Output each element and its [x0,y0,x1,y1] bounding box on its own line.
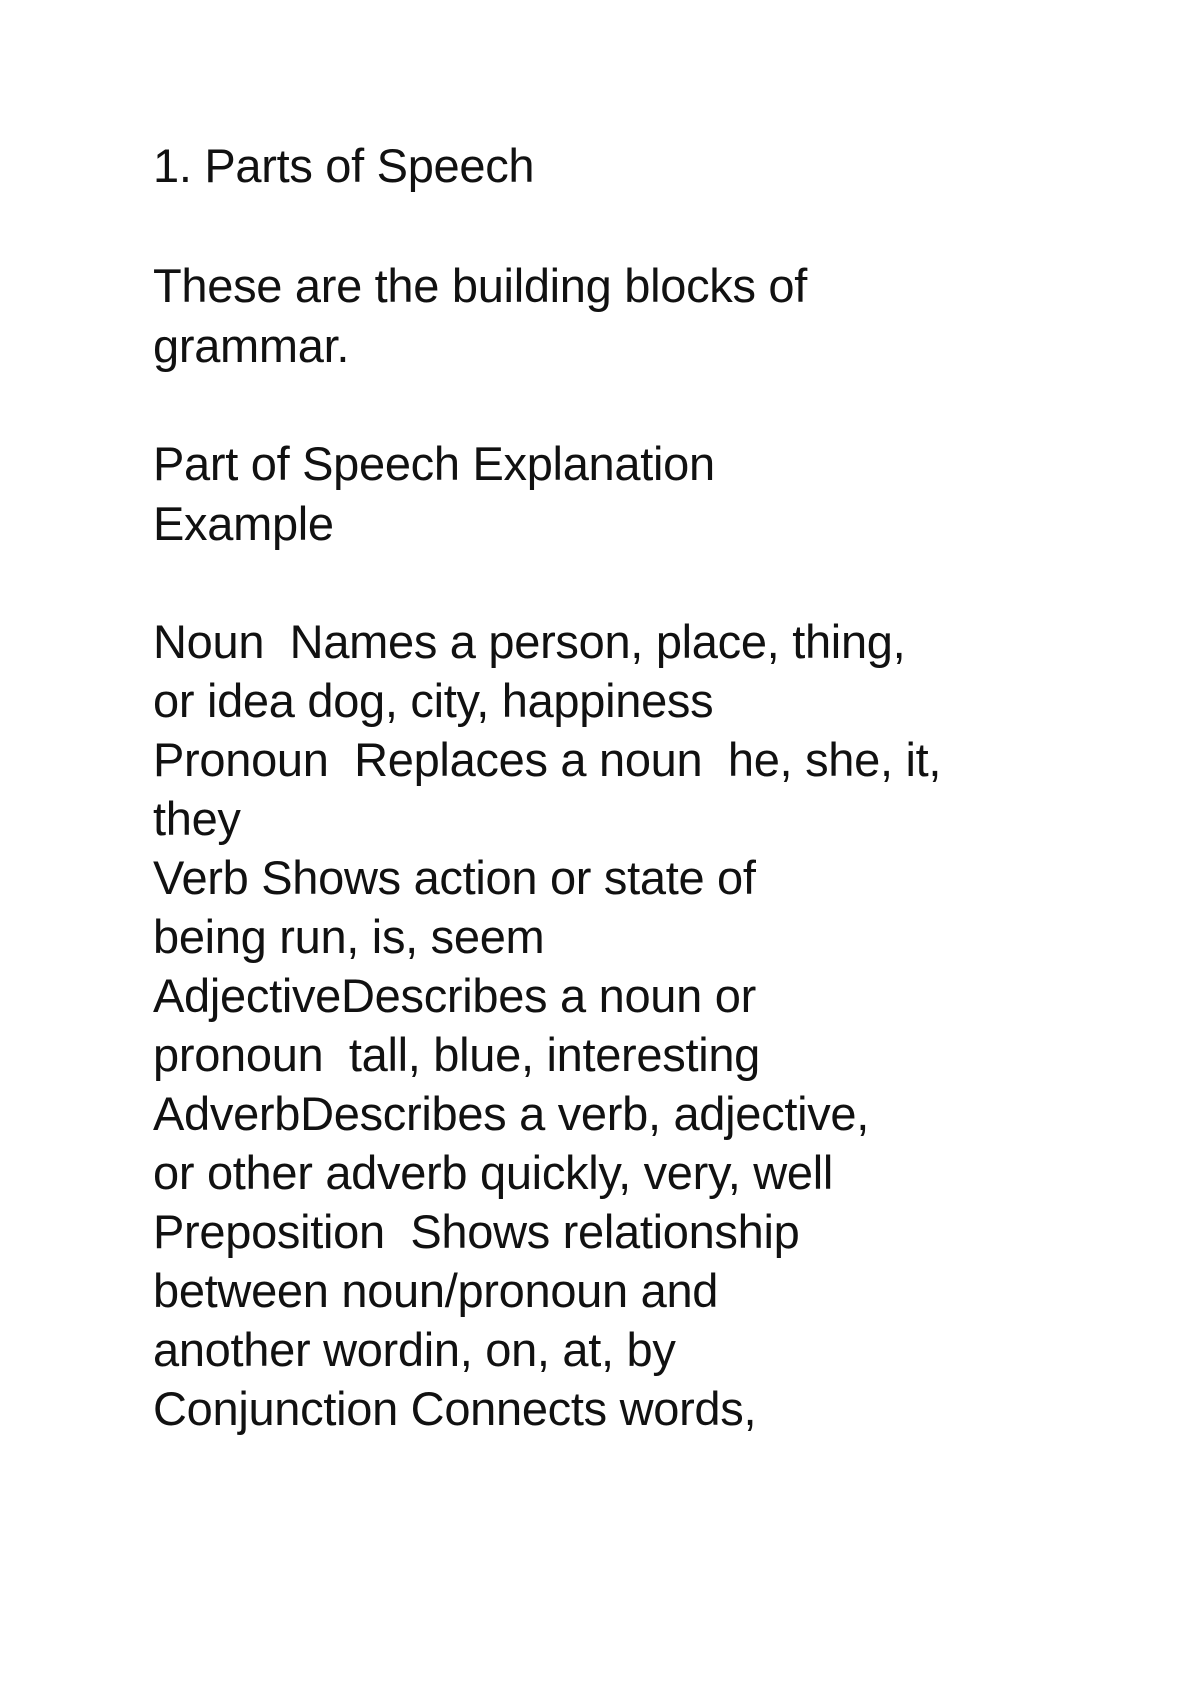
table-line: Preposition Shows relationship [153,1205,800,1258]
intro-line: grammar. [153,319,350,372]
table-line: being run, is, seem [153,910,545,963]
table-line: Verb Shows action or state of [153,851,756,904]
table-line: or idea dog, city, happiness [153,674,714,727]
table-header-line: Part of Speech Explanation [153,437,715,490]
table-line: AdverbDescribes a verb, adjective, [153,1087,870,1140]
intro-line: These are the building blocks of [153,259,808,312]
table-line: or other adverb quickly, very, well [153,1146,833,1199]
section-heading: 1. Parts of Speech [153,139,535,192]
table-line: between noun/pronoun and [153,1264,719,1317]
table-line: pronoun tall, blue, interesting [153,1028,761,1081]
table-header-line: Example [153,497,334,550]
table-line: AdjectiveDescribes a noun or [153,969,756,1022]
table-line: Noun Names a person, place, thing, [153,615,906,668]
table-line: Pronoun Replaces a noun he, she, it, [153,733,942,786]
table-line: they [153,792,241,845]
table-line: another wordin, on, at, by [153,1323,676,1376]
table-line: Conjunction Connects words, [153,1382,757,1435]
